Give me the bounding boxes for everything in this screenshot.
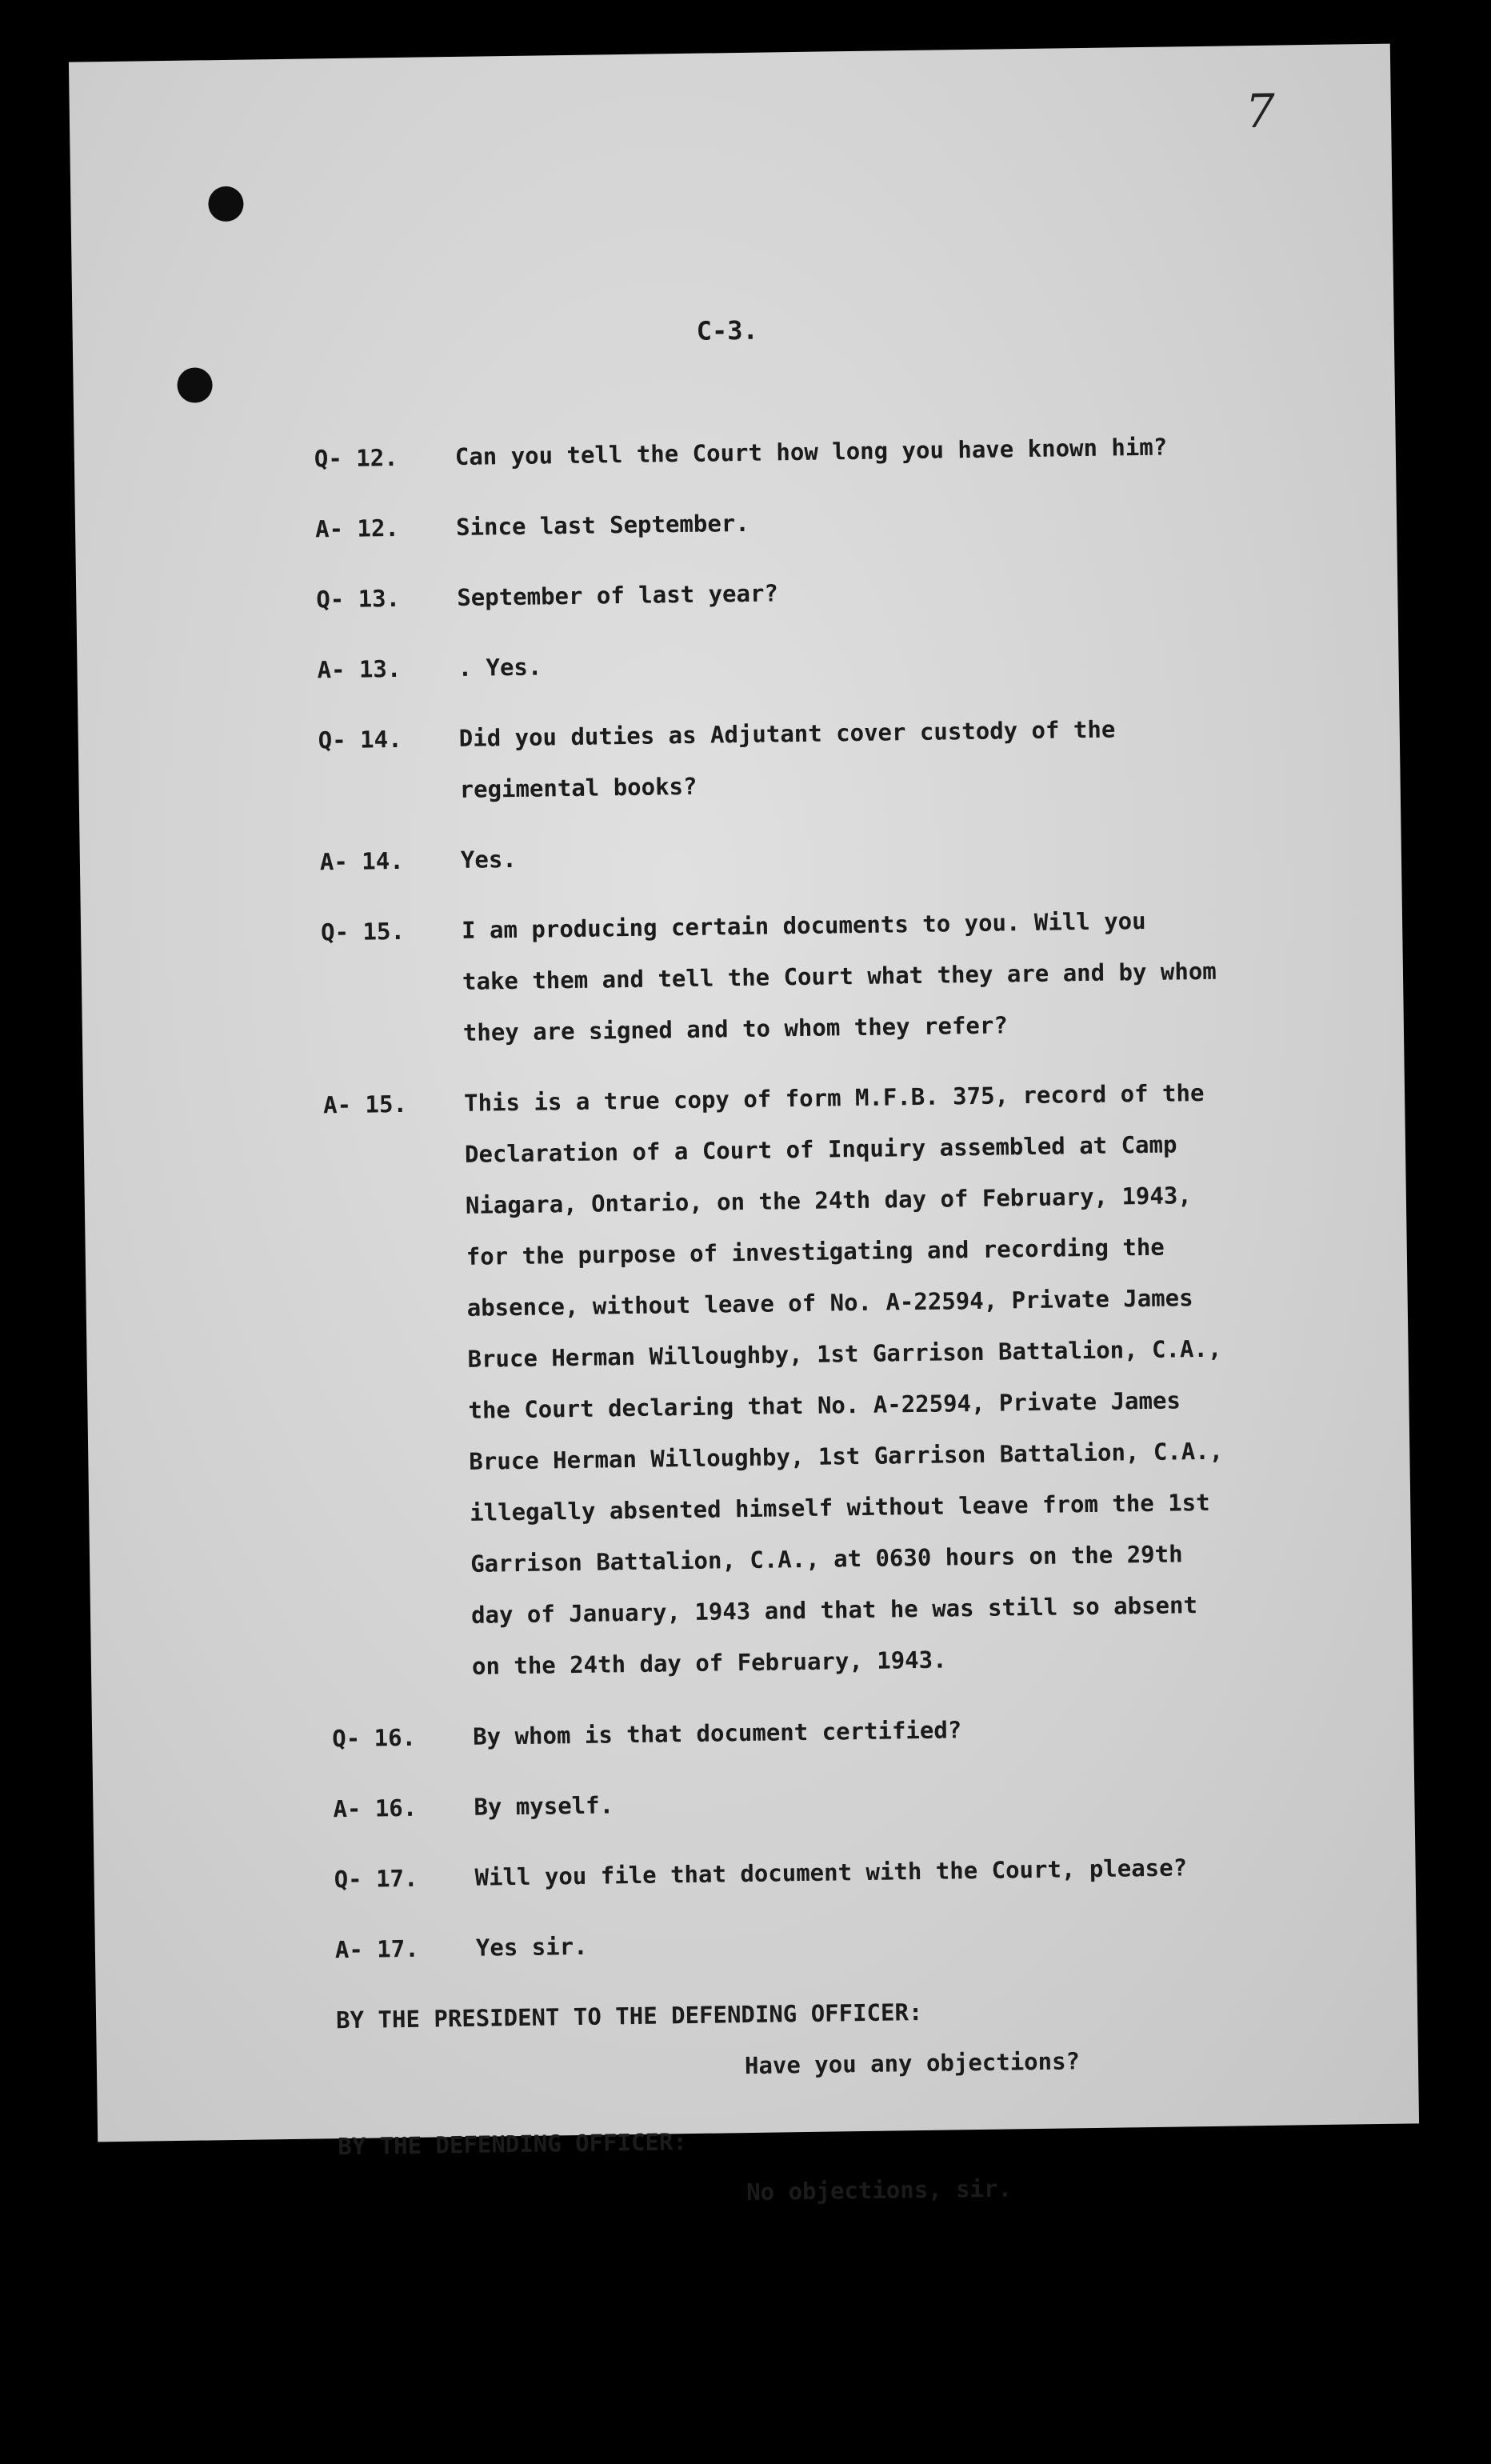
qa-label: A- 14. bbox=[319, 846, 404, 876]
qa-line: on the 24th day of February, 1943. bbox=[471, 1646, 947, 1680]
qa-line: Declaration of a Court of Inquiry assembled at Camp bbox=[464, 1130, 1177, 1168]
qa-label: A- 16. bbox=[333, 1794, 418, 1823]
qa-line: regimental books? bbox=[459, 772, 698, 803]
qa-line: Yes sir. bbox=[475, 1932, 588, 1962]
qa-row bbox=[314, 418, 1354, 484]
page-heading: C-3. bbox=[696, 314, 759, 346]
qa-row bbox=[318, 700, 1359, 817]
qa-line: By whom is that document certified? bbox=[472, 1716, 962, 1750]
qa-line: they are signed and to whom they refer? bbox=[462, 1011, 1009, 1046]
qa-line: Niagara, Ontario, on the 24th day of February, 1943, bbox=[465, 1182, 1192, 1219]
qa-label: Q- 13. bbox=[316, 584, 401, 614]
qa-line: Since last September. bbox=[455, 509, 749, 541]
qa-row bbox=[334, 1910, 1375, 1975]
qa-label: A- 17. bbox=[334, 1934, 419, 1964]
qa-label: A- 13. bbox=[317, 654, 402, 684]
qa-row bbox=[319, 822, 1360, 887]
qa-text bbox=[456, 489, 1356, 553]
qa-line: for the purpose of investigating and recording the bbox=[466, 1233, 1165, 1270]
qa-line: illegally absented himself without leave from the 1st bbox=[470, 1488, 1210, 1526]
testimony bbox=[314, 418, 1379, 2247]
page-number: 7 bbox=[1245, 83, 1276, 139]
qa-line: absence, without leave of No. A-22594, Private James bbox=[466, 1284, 1193, 1322]
qa-text bbox=[458, 630, 1357, 694]
qa-line: By myself. bbox=[474, 1791, 614, 1821]
qa-row bbox=[323, 1065, 1372, 1694]
qa-label: A- 12. bbox=[314, 514, 400, 543]
section-header: BY THE PRESIDENT TO THE DEFENDING OFFICER: bbox=[335, 1998, 923, 2034]
qa-text bbox=[462, 892, 1363, 1058]
qa-text bbox=[460, 822, 1360, 886]
qa-label: Q- 17. bbox=[334, 1864, 418, 1894]
qa-row bbox=[316, 559, 1357, 625]
qa-text bbox=[473, 1698, 1373, 1762]
qa-label: Q- 14. bbox=[318, 725, 402, 754]
qa-text bbox=[454, 418, 1354, 482]
qa-line: . Yes. bbox=[458, 653, 542, 682]
qa-list bbox=[314, 418, 1375, 1975]
qa-text bbox=[458, 700, 1359, 815]
qa-row bbox=[332, 1698, 1373, 1764]
qa-label: A- 15. bbox=[322, 1090, 408, 1119]
qa-line: the Court declaring that No. A-22594, Private James bbox=[468, 1386, 1181, 1424]
qa-text bbox=[457, 559, 1357, 623]
qa-line: I am producing certain documents to you. Will you bbox=[461, 906, 1146, 944]
qa-line: Garrison Battalion, C.A., at 0630 hours on the 29th bbox=[470, 1540, 1183, 1578]
qa-label: Q- 16. bbox=[331, 1723, 417, 1753]
qa-line: Did you duties as Adjutant cover custody of the bbox=[458, 715, 1116, 752]
qa-row bbox=[334, 1839, 1374, 1905]
qa-line: September of last year? bbox=[457, 579, 779, 611]
qa-row bbox=[317, 630, 1357, 695]
qa-text bbox=[464, 1065, 1372, 1692]
punch-hole bbox=[208, 186, 244, 222]
qa-label: Q- 15. bbox=[320, 917, 406, 946]
qa-line: Bruce Herman Willoughby, 1st Garrison Battalion, C.A., bbox=[469, 1437, 1224, 1475]
qa-text bbox=[474, 1769, 1373, 1833]
qa-row bbox=[333, 1769, 1373, 1834]
qa-label: Q- 12. bbox=[314, 443, 398, 473]
document-page bbox=[69, 44, 1419, 2206]
section-header: BY THE DEFENDING OFFICER: bbox=[338, 2128, 688, 2161]
reply-text: No objections, sir. bbox=[746, 2174, 1013, 2206]
qa-text bbox=[474, 1839, 1374, 1903]
qa-line: Yes. bbox=[460, 845, 517, 874]
qa-line: Will you file that document with the Court, please? bbox=[474, 1854, 1188, 1891]
qa-line: Can you tell the Court how long you have known him? bbox=[454, 433, 1168, 470]
qa-text bbox=[475, 1910, 1375, 1974]
qa-line: This is a true copy of form M.F.B. 375, record of the bbox=[463, 1078, 1205, 1117]
qa-row bbox=[321, 892, 1363, 1060]
qa-row bbox=[315, 489, 1356, 554]
qa-line: take them and tell the Court what they are and by whom bbox=[462, 957, 1217, 995]
reply-text: Have you any objections? bbox=[744, 2047, 1081, 2080]
qa-line: day of January, 1943 and that he was still so absent bbox=[470, 1591, 1198, 1629]
qa-line: Bruce Herman Willoughby, 1st Garrison Battalion, C.A., bbox=[467, 1334, 1222, 1373]
punch-hole bbox=[177, 367, 213, 403]
